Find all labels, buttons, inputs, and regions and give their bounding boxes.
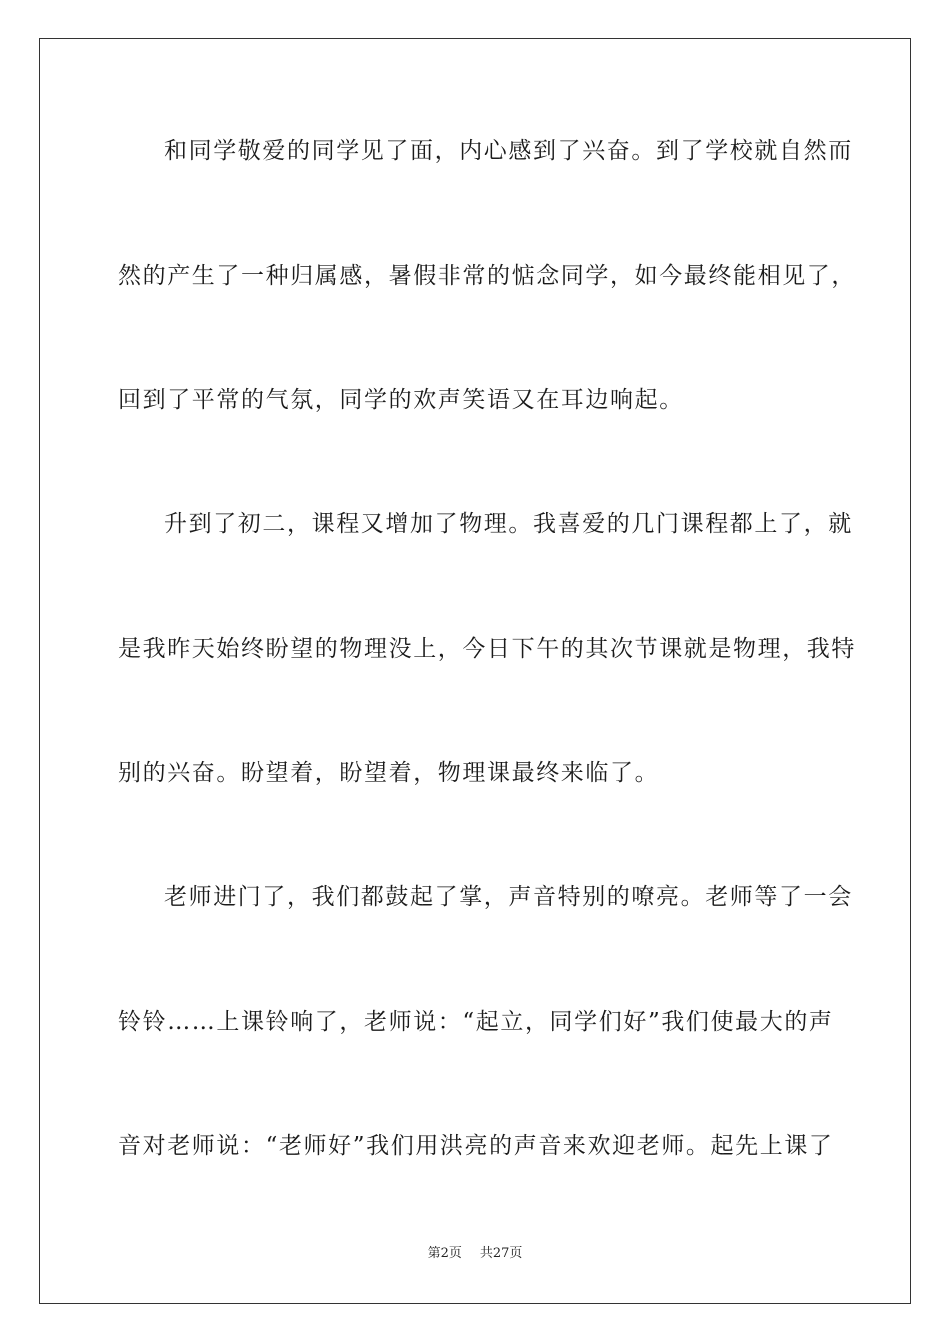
paragraph-line: 老师进门了，我们都鼓起了掌，声音特别的嘹亮。老师等了一会 bbox=[164, 884, 853, 910]
paragraph-line: 回到了平常的气氛，同学的欢声笑语又在耳边响起。 bbox=[118, 387, 684, 413]
page-number: 第2页 bbox=[427, 1246, 462, 1261]
paragraph-line: 和同学敬爱的同学见了面，内心感到了兴奋。到了学校就自然而 bbox=[164, 138, 853, 164]
page-border bbox=[39, 38, 911, 1304]
page-total: 共27页 bbox=[479, 1246, 523, 1261]
paragraph-line: 升到了初二，课程又增加了物理。我喜爱的几门课程都上了，就 bbox=[164, 511, 853, 537]
paragraph-line: 然的产生了一种归属感，暑假非常的惦念同学，如今最终能相见了， bbox=[118, 263, 856, 289]
paragraph-line: 是我昨天始终盼望的物理没上，今日下午的其次节课就是物理，我特 bbox=[118, 636, 856, 662]
paragraph-line: 音对老师说：“老师好”我们用洪亮的声音来欢迎老师。起先上课了 bbox=[118, 1133, 834, 1159]
paragraph-line: 别的兴奋。盼望着，盼望着，物理课最终来临了。 bbox=[118, 760, 660, 786]
page-footer bbox=[0, 1245, 950, 1263]
paragraph-line: 铃铃……上课铃响了，老师说：“起立，同学们好”我们使最大的声 bbox=[118, 1009, 834, 1035]
